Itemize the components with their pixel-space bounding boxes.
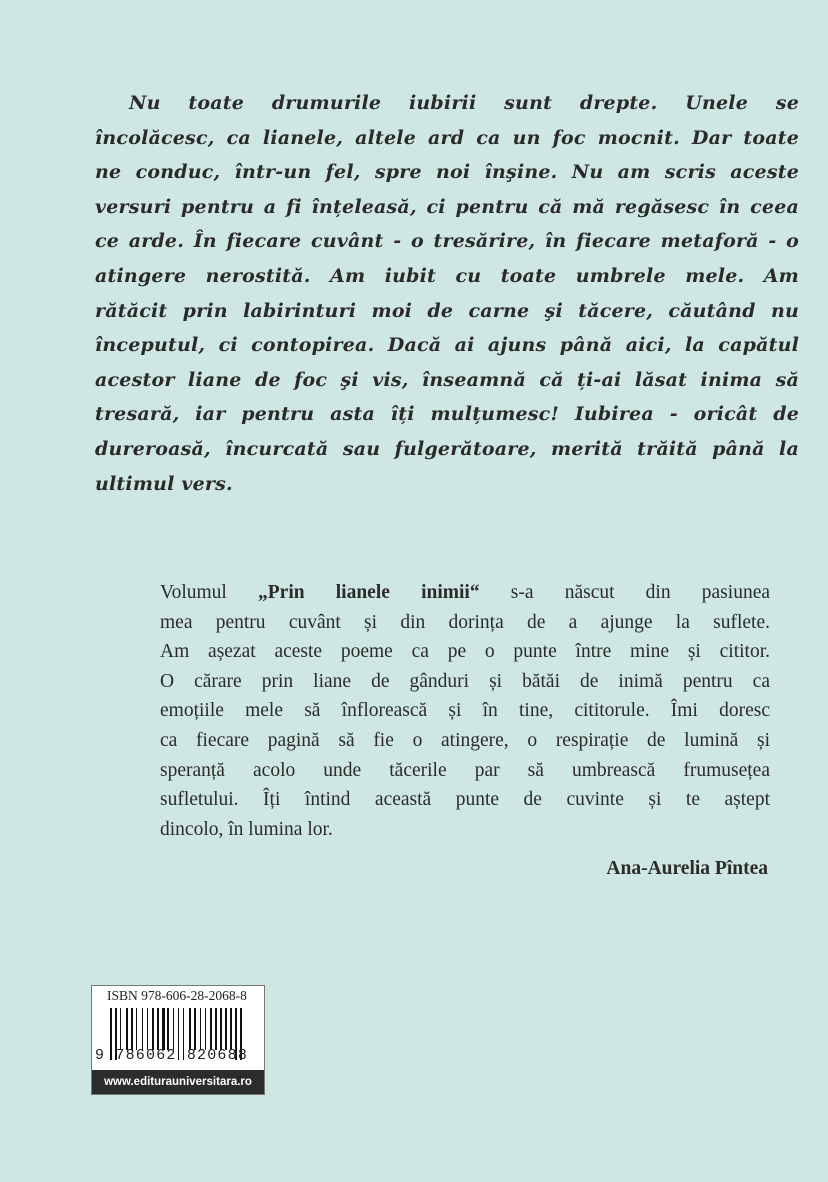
excerpt-line: Nu toate drumurile iubirii sunt drepte. Unele se: [129, 92, 799, 114]
excerpt-line: atingere nerostită. Am iubit cu toate umbrele mele. Am: [95, 264, 799, 287]
barcode-bar: [162, 1008, 165, 1050]
excerpt-line: versuri pentru a fi înțeleasă, ci pentru că mă regăsesc în ceea: [95, 195, 799, 218]
excerpt-line: dureroasă, încurcată sau fulgerătoare, merită trăită până la: [95, 437, 799, 460]
description-text: s-a născut din pasiunea: [479, 582, 770, 603]
description-line: dincolo, în lumina lor.: [160, 818, 333, 840]
author-name: Ana-Aurelia Pîntea: [606, 858, 768, 879]
description-line: [160, 578, 770, 608]
description-line: ca fiecare pagină să fie o atingere, o respirație de lumină și: [160, 729, 770, 751]
description-text: Volumul: [160, 582, 258, 603]
barcode-bar: [210, 1008, 212, 1050]
description-line: sufletului. Îți întind această punte de cuvinte și te aștept: [160, 789, 770, 811]
excerpt-line: ce arde. În fiecare cuvânt - o tresărire, în fiecare metaforă - o: [95, 230, 799, 253]
isbn-label: ISBN 978-606-28-2068-8: [107, 988, 247, 1003]
description-line: mea pentru cuvânt și din dorința de a ajunge la suflete.: [160, 611, 770, 633]
excerpt-line: încolăcesc, ca lianele, altele ard ca un foc mocnit. Dar toate: [95, 126, 799, 149]
isbn-barcode-box: [91, 985, 265, 1095]
barcode-bar: [142, 1008, 143, 1050]
description-line: O cărare prin liane de gânduri și bătăi de inimă pentru ca: [160, 670, 770, 692]
barcode-bar: [194, 1008, 196, 1050]
barcode-bar: [205, 1008, 206, 1050]
barcode-bar: [220, 1008, 222, 1050]
excerpt-line: acestor liane de foc şi vis, înseamnă că ți-ai lăsat inima să: [95, 368, 799, 391]
barcode-bar: [136, 1008, 137, 1050]
barcode-bar: [167, 1008, 169, 1050]
excerpt-line: ultimul vers.: [95, 472, 233, 495]
excerpt-line: tresară, iar pentru asta îți mulțumesc! Iubirea - oricât de: [95, 403, 799, 426]
back-cover-excerpt: [95, 86, 799, 501]
book-title: „Prin lianele inimii“: [258, 582, 480, 603]
barcode-bar: [131, 1008, 133, 1050]
book-description: [160, 578, 770, 844]
description-line: Am așezat aceste poeme ca pe o punte între mine și cititor.: [160, 641, 770, 663]
barcode-bar: [215, 1008, 217, 1050]
barcode-bar: [157, 1008, 159, 1050]
barcode-bar: [230, 1008, 231, 1050]
description-line: speranță acolo unde tăcerile par să umbrească frumusețea: [160, 759, 770, 781]
barcode-bar: [152, 1008, 154, 1050]
barcode-bar: [173, 1008, 174, 1050]
excerpt-line: începutul, ci contopirea. Dacă ai ajuns până aici, la capătul: [95, 334, 799, 357]
excerpt-line: ne conduc, într-un fel, spre noi înşine. Nu am scris aceste: [95, 161, 799, 184]
barcode-bar: [147, 1008, 148, 1050]
barcode-bar: [189, 1008, 191, 1050]
barcode-bar: [126, 1008, 128, 1050]
barcode-digits: 9 786062 820688: [95, 1047, 249, 1064]
description-line: emoțiile mele să înflorească și în tine, cititorule. Îmi doresc: [160, 700, 770, 722]
barcode-bar: [120, 1008, 121, 1050]
excerpt-line: rătăcit prin labirinturi moi de carne şi tăcere, căutând nu: [95, 299, 799, 322]
publisher-url: www.editurauniversitara.ro: [92, 1070, 264, 1094]
barcode-bar: [225, 1008, 227, 1050]
barcode-bar: [200, 1008, 201, 1050]
